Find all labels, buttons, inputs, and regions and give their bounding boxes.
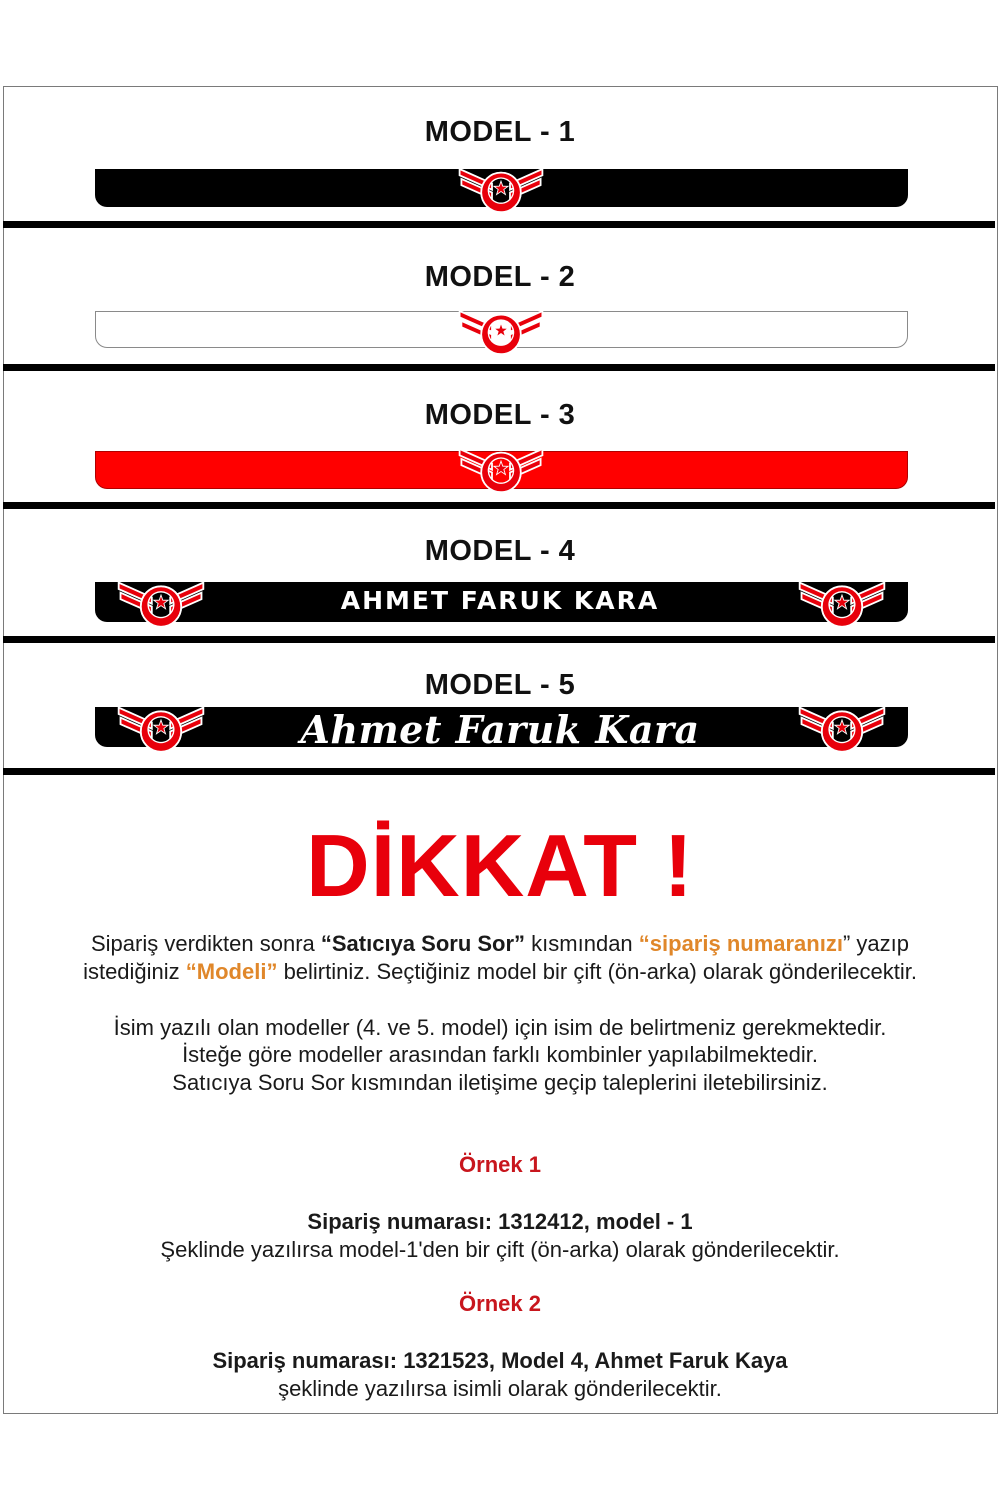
model-5-title: MODEL - 5 xyxy=(424,669,576,701)
model-3-title: MODEL - 3 xyxy=(424,399,576,431)
model-4-title: MODEL - 4 xyxy=(424,535,576,567)
instruction-text: ” yazıp xyxy=(842,931,909,956)
model-3-emblem-icon xyxy=(456,438,546,496)
model-5-name-text: Ahmet Faruk Kara xyxy=(300,707,700,752)
divider xyxy=(3,364,995,371)
instruction-orange-highlight: “Modeli” xyxy=(185,959,278,984)
example-2-title: Örnek 2 xyxy=(459,1291,541,1316)
example-1-order: Sipariş numarası: 1312412, model - 1 xyxy=(307,1209,693,1234)
instructions-line-5: Satıcıya Soru Sor kısmından iletişime geçip taleplerini iletebilirsiniz. xyxy=(172,1070,828,1095)
instructions-line-4: İsteğe göre modeller arasından farklı kombinler yapılabilmektedir. xyxy=(182,1042,818,1067)
instructions-line-3: İsim yazılı olan modeller (4. ve 5. model) için isim de belirtmeniz gerekmektedir. xyxy=(113,1015,887,1040)
instructions-line-1 xyxy=(0,930,1000,958)
instruction-text: istediğiniz xyxy=(83,959,186,984)
divider xyxy=(3,636,995,643)
divider xyxy=(3,221,995,228)
model-2-emblem-icon xyxy=(456,300,546,358)
model-1-emblem-icon xyxy=(456,158,546,216)
model-2-title: MODEL - 2 xyxy=(424,261,576,293)
example-1-note: Şeklinde yazılırsa model-1'den bir çift (ön-arka) olarak gönderilecektir. xyxy=(160,1237,840,1262)
instructions-line-2 xyxy=(0,958,1000,986)
instruction-highlight: “Satıcıya Soru Sor” xyxy=(320,931,526,956)
example-2-note: şeklinde yazılırsa isimli olarak gönderilecektir. xyxy=(278,1376,722,1401)
instruction-text: Sipariş verdikten sonra xyxy=(90,931,321,956)
model-4-name-text: AHMET FARUK KARA xyxy=(340,586,660,615)
instruction-orange-highlight: “sipariş numaranızı xyxy=(638,931,843,956)
divider xyxy=(3,502,995,509)
example-2-order: Sipariş numarası: 1321523, Model 4, Ahmet Faruk Kaya xyxy=(212,1348,788,1373)
divider xyxy=(3,768,995,775)
warning-title: DİKKAT ! xyxy=(306,816,694,915)
example-1-title: Örnek 1 xyxy=(459,1152,541,1177)
model-1-title: MODEL - 1 xyxy=(424,116,576,148)
instruction-text: kısmından xyxy=(525,931,639,956)
instruction-text: belirtiniz. Seçtiğiniz model bir çift (ön-arka) olarak gönderilecektir. xyxy=(277,959,917,984)
